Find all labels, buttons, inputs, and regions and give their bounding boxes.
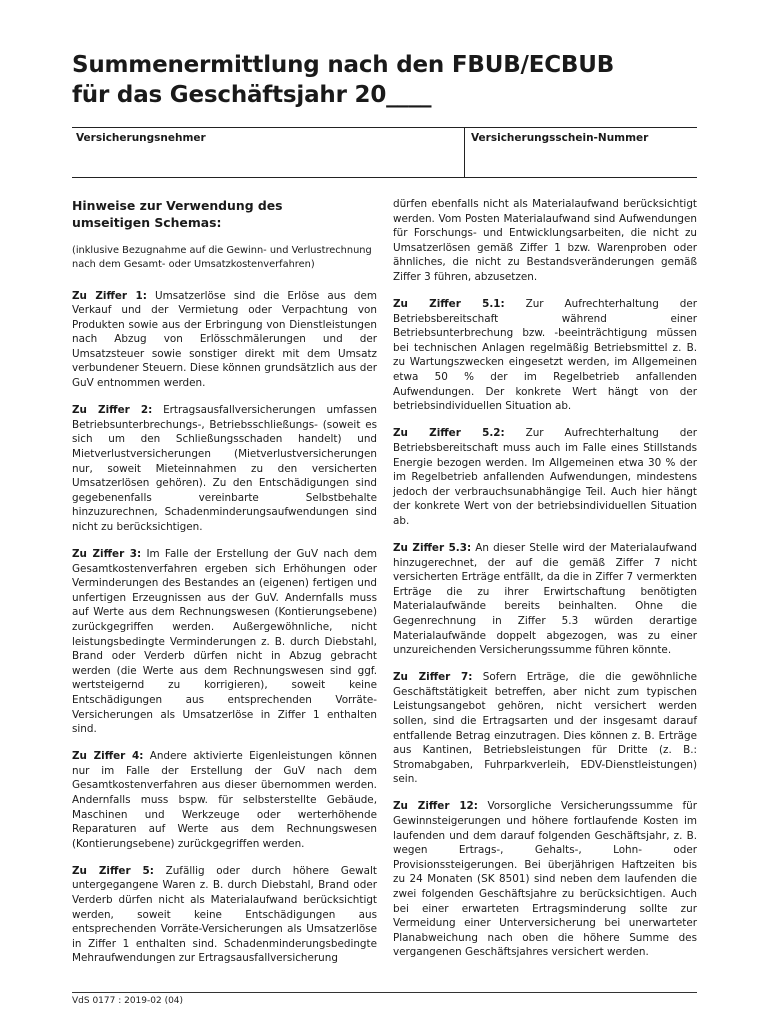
paragraph-text: Zufällig oder durch höhere Gewalt untergegangene Waren z. B. durch Diebstahl, Brand oder Verderb dürfen nicht als Materialaufwand berücksichtigt werden, soweit keine Entschädigungen aus entsprechenden Vorräte-Versicherungen als Umsatzerlöse in Ziffer 1 enthalten sind. Schadenminderungsbedingte Mehraufwendungen zur Ertragsausfallversicherung: [72, 864, 377, 965]
header-fields-table: [72, 127, 697, 178]
policy-number-field[interactable]: Versicherungsschein-Nummer: [471, 132, 649, 144]
page-title: [72, 50, 712, 110]
paragraph-text: Zur Aufrechterhaltung der Betriebsbereitschaft während einer Betriebsunterbrechung bzw. -beeinträchtigung müssen bei technischen Anlagen regelmäßig Betriebsmittel z. B. zu Wartungszwecken eingesetzt werden, im Allgemeinen etwa 50 % der im Regelbetrieb anfallenden Aufwendungen. Der konkrete Wert hängt von der betriebsindividuellen Situation ab.: [393, 298, 698, 413]
paragraph: [72, 547, 377, 737]
footer-rule: [72, 992, 697, 993]
paragraph: [393, 297, 697, 414]
hints-heading-line-1: Hinweise zur Verwendung des: [72, 198, 283, 213]
paragraph: [393, 541, 697, 658]
paragraph-label: Zu Ziffer 2:: [72, 404, 153, 417]
hints-subheading: (inklusive Bezugnahme auf die Gewinn- und Verlustrechnung nach dem Gesamt- oder Umsatzkostenverfahren): [72, 244, 372, 270]
paragraph: [393, 197, 697, 285]
paragraph-label: Zu Ziffer 5.1:: [393, 298, 505, 311]
paragraph: [393, 670, 697, 787]
paragraph-text: Ertragsausfallversicherungen umfassen Betriebsunterbrechungs-, Betriebsschließungs- (soweit es sich um den Schließungsschaden handelt) und Mietverlustversicherungen (Mietverlustversicherungen nur, soweit Mieteinnahmen zu den versicherten Umsatzerlösen gehören). Zu den Entschädigungen sind gegebenenfalls vereinbarte Selbstbehalte hinzuzurechnen, Schadenminderungsaufwendungen sind nicht zu berücksichtigen.: [72, 404, 377, 533]
paragraph-label: Zu Ziffer 5.2:: [393, 427, 505, 440]
insured-field[interactable]: Versicherungsnehmer: [72, 128, 465, 177]
paragraph-text: dürfen ebenfalls nicht als Materialaufwand berücksichtigt werden. Vom Posten Materialaufwand sind Aufwendungen für Forschungs- und Entwicklungsarbeiten, die nicht zu Umsatzerlösen gemäß Ziffer 1 bzw. Warenproben oder ähnliches, die nicht zu Bestandsveränderungen gemäß Ziffer 3 führen, abzusetzen.: [393, 198, 697, 283]
right-column: [393, 197, 697, 973]
page-title-line-1: Summenermittlung nach den FBUB/ECBUB: [72, 52, 615, 78]
paragraph-text: Umsatzerlöse sind die Erlöse aus dem Verkauf und der Vermietung oder Verpachtung von Produkten sowie aus der Erbringung von Dienstleistungen nach Abzug von Erlösschmälerungen und der Umsatzsteuer sowie sonstiger direkt mit dem Umsatz verbundener Steuern. Diese können grundsätzlich aus der GuV entnommen werden.: [72, 289, 377, 390]
page-title-line-2: für das Geschäftsjahr 20____: [72, 82, 432, 108]
paragraph: [72, 289, 377, 391]
paragraph-text: Andere aktivierte Eigenleistungen können nur im Falle der Erstellung der GuV nach dem Gesamtkostenverfahren aus dieser übernommen werden. Andernfalls muss bspw. für selbsterstellte Gebäude, Maschinen und Werkzeuge oder werterhöhende Reparaturen auf Werte aus dem Rechnungswesen (Kontierungsebene) zurückgegriffen werden.: [72, 750, 377, 850]
paragraph-label: Zu Ziffer 7:: [393, 671, 473, 684]
paragraph-text: Zur Aufrechterhaltung der Betriebsbereitschaft muss auch im Falle eines Stillstands Energie bezogen werden. Im Allgemeinen etwa 30 % der im Regelbetrieb anfallenden Aufwendungen, mindestens jedoch der verbrauchsunabhängige Teil. Auch hier hängt der konkrete Wert von der betriebsindividuellen Situation ab.: [393, 427, 698, 527]
paragraph: [393, 426, 697, 528]
left-column: [72, 197, 377, 979]
paragraph-label: Zu Ziffer 1:: [72, 289, 147, 302]
paragraph-label: Zu Ziffer 12:: [393, 800, 478, 813]
paragraph-text: An dieser Stelle wird der Materialaufwand hinzugerechnet, der auf die gemäß Ziffer 7 nicht versicherten Erträge entfällt, da die in Ziffer 7 vermerkten Erträge die zu ihrer Erwirtschaftung benötigten Materialaufwände bereits beinhalten. Ohne die Gegenrechnung in Ziffer 5.3 würden derartige Materialaufwände doppelt abgezogen, was zu einer unzureichenden Versicherungssumme führen könnte.: [393, 541, 697, 657]
paragraph: [72, 749, 377, 851]
paragraph-label: Zu Ziffer 5:: [72, 864, 154, 877]
paragraph: [72, 403, 377, 534]
paragraph-text: Vorsorgliche Versicherungssumme für Gewinnsteigerungen und höhere fortlaufende Kosten im laufenden und dem darauf folgenden Geschäftsjahr, z. B. wegen Ertrags-, Gehalts-, Lohn- oder Provisionssteigerungen. Bei überjährigen Haftzeiten bis zu 24 Monaten (SK 8501) sind neben dem laufenden die zwei folgenden Geschäftsjahre zu berücksichtigen. Auch bei einer erwarteten Ertragsminderung sollte zur Vermeidung einer Unterversicherung bei unerwarteter Planabweichung nach oben die höhere Summe des vergangenen Geschäftsjahres versichert werden.: [393, 800, 697, 959]
paragraph: [393, 799, 697, 960]
right-paragraphs: [393, 197, 697, 960]
paragraph-text: Sofern Erträge, die die gewöhnliche Geschäftstätigkeit betreffen, aber nicht zum typischen Leistungsangebot gehören, nicht versichert werden sollen, sind die Ertragsarten und der insgesamt darauf entfallende Betrag einzutragen. Dies können z. B. Erträge aus Kantinen, Betriebsleistungen für Dritte (z. B.: Stromabgaben, Fuhrparkverleih, EDV-Dienstleistungen) sein.: [393, 671, 697, 786]
paragraph-label: Zu Ziffer 4:: [72, 750, 144, 763]
paragraph: [72, 864, 377, 966]
left-paragraphs: [72, 289, 377, 967]
paragraph-label: Zu Ziffer 5.3:: [393, 541, 472, 554]
paragraph-text: Im Falle der Erstellung der GuV nach dem Gesamtkostenverfahren ergeben sich Erhöhungen oder Verminderungen des Bestandes an (eigenen) fertigen und unfertigen Erzeugnissen aus der GuV. Andernfalls muss auf Werte aus dem Rechnungswesen (Kontierungsebene) zurückgegriffen werden. Außergewöhnliche, nicht leistungsbedingte Verminderungen z. B. durch Diebstahl, Brand oder Verderb dürfen nicht in Abzug gebracht werden (die Werte aus dem Rechnungswesen sind ggf. wertsteigernd zu korrigieren), soweit keine Entschädigungen aus entsprechenden Vorräte-Versicherungen als Umsatzerlöse in Ziffer 1 enthalten sind.: [72, 548, 377, 736]
footer-document-id: VdS 0177 : 2019-02 (04): [72, 996, 184, 1006]
hints-heading: [72, 197, 377, 231]
hints-heading-line-2: umseitigen Schemas:: [72, 215, 222, 230]
paragraph-label: Zu Ziffer 3:: [72, 548, 142, 560]
